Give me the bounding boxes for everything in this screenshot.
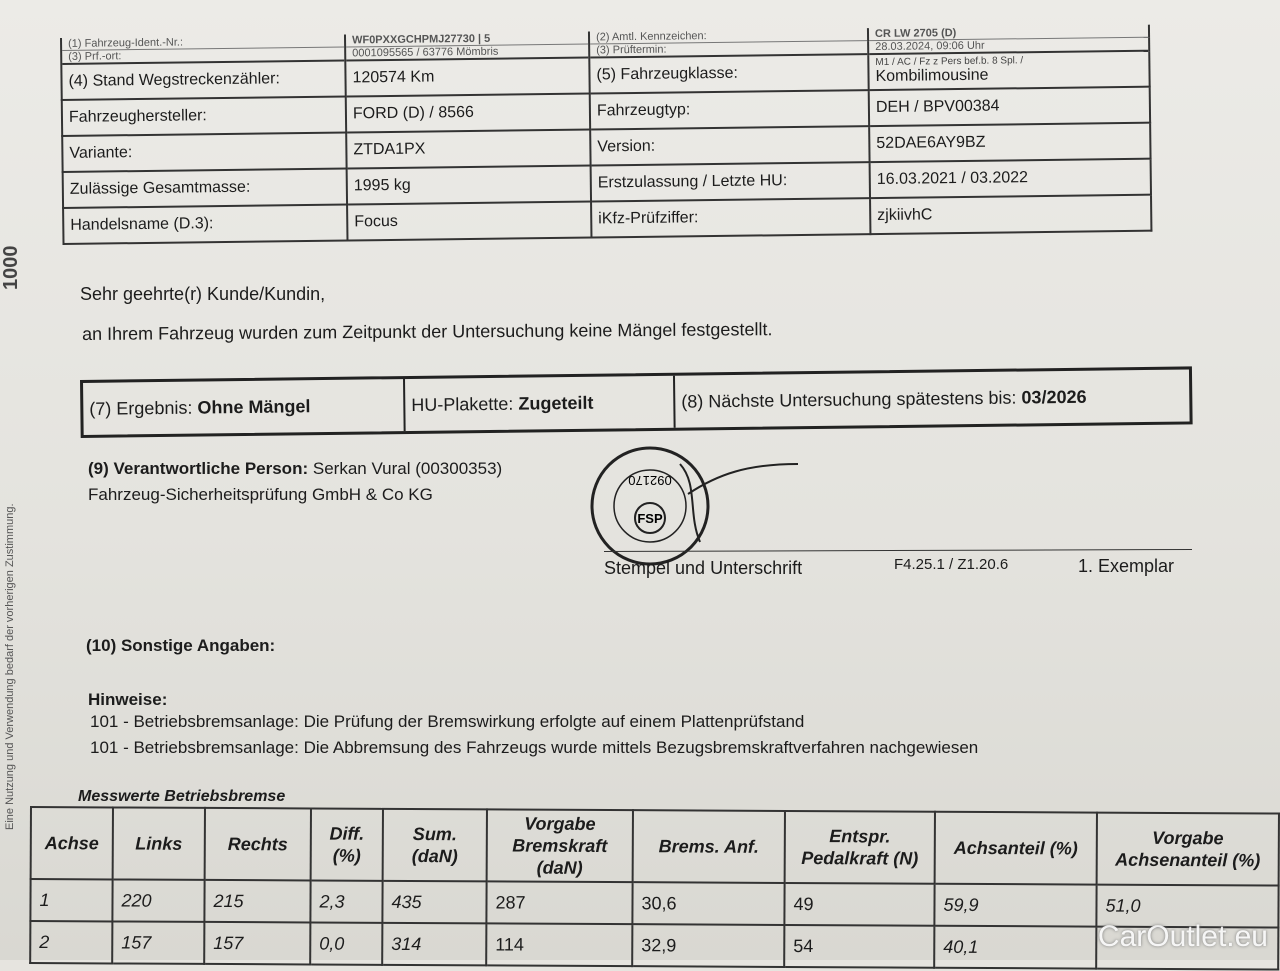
registration-label: Erstzulassung / Letzte HU: [591,162,870,201]
class-label: (5) Fahrzeugklasse: [589,54,868,93]
cell-achsanteil: 59,9 [934,884,1096,927]
vehicle-header-table [60,25,1152,245]
cell-brems-anf: 30,6 [632,882,784,925]
person-name: Serkan Vural (00300353) [312,459,503,478]
col-rechts: Rechts [205,808,311,881]
next-inspection-cell [675,369,1190,427]
class-value [868,51,1149,90]
watermark-logo: CarOutlet.eu [1097,920,1268,953]
manufacturer-value: FORD (D) / 8566 [346,94,590,133]
table-row [30,921,1278,970]
cell-achse: 1 [30,879,112,921]
col-vorgabe-achsanteil: Vorgabe Achsenanteil (%) [1097,813,1279,886]
cell-diff: 0,0 [310,922,382,964]
measurements-title: Messwerte Betriebsbremse [78,788,286,805]
inspection-stamp [588,444,712,568]
checkdigit-value: zjkiivhC [870,195,1151,234]
plakette-label: HU-Plakette: [411,393,514,415]
date-label: (3) Prüftermin: [589,41,868,58]
checkdigit-label: iKfz-Prüfziffer: [591,198,870,237]
variant-value: ZTDA1PX [346,130,590,169]
cell-vorgabe-bremskraft: 287 [486,881,632,924]
cell-rechts: 157 [204,922,310,965]
cell-vorgabe-bremskraft: 114 [486,923,632,966]
result-cell [83,379,406,435]
registration-value: 16.03.2021 / 03.2022 [870,159,1151,198]
next-inspection-label: (8) Nächste Untersuchung spätestens bis: [681,387,1017,412]
type-label: Fahrzeugtyp: [590,90,869,129]
cell-sum: 435 [382,881,486,924]
other-info-heading: (10) Sonstige Angaben: [86,636,276,655]
greeting: Sehr geehrte(r) Kunde/Kundin, [80,284,326,304]
plakette-value: Zugeteilt [518,392,594,414]
notes-heading: Hinweise: [88,690,168,709]
cell-pedalkraft: 54 [784,925,934,968]
class-body: Kombilimousine [875,66,989,86]
tradename-value: Focus [347,202,591,241]
result-label: (7) Ergebnis: [89,397,193,419]
person-company: Fahrzeug-Sicherheitsprüfung GmbH & Co KG [88,485,433,504]
cell-links: 220 [112,879,204,921]
version-value: 52DAE6AY9BZ [869,123,1150,162]
date-value: 28.03.2024, 09:06 Uhr [868,37,1149,54]
place-value: 0001095565 / 63776 Mömbris [345,44,589,60]
variant-label: Variante: [62,133,346,172]
manufacturer-label: Fahrzeughersteller: [62,97,346,136]
person-label: (9) Verantwortliche Person: [88,459,309,478]
side-number: 1000 [0,245,22,290]
cell-vorgabe-achsanteil: 51,0 [1096,885,1278,928]
table-header-row [31,807,1279,886]
col-diff: Diff. (%) [311,808,383,880]
plate-label: (2) Amtl. Kennzeichen: [589,28,868,44]
cell-brems-anf: 32,9 [632,924,784,967]
mass-label: Zulässige Gesamtmasse: [63,169,347,208]
cell-diff: 2,3 [310,880,382,922]
mass-value: 1995 kg [347,166,591,205]
table-row [30,879,1278,928]
note-line-1: 101 - Betriebsbremsanlage: Die Prüfung der Bremswirkung erfolgte auf einem Plattenprüfstand [90,712,805,731]
col-brems-anf: Brems. Anf. [633,810,785,883]
cell-sum: 314 [382,923,486,966]
stamp-number: 092170 [628,473,672,488]
col-vorgabe-bremskraft: Vorgabe Bremskraft (daN) [487,809,633,882]
result-value: Ohne Mängel [197,395,311,418]
inspection-message: an Ihrem Fahrzeug wurden zum Zeitpunkt der Untersuchung keine Mängel festgestellt. [82,319,773,344]
tradename-label: Handelsname (D.3): [63,205,347,244]
cell-links: 157 [112,921,204,963]
cell-achse: 2 [30,921,112,963]
cell-pedalkraft: 49 [784,883,934,926]
result-box [80,366,1193,438]
odometer-label: (4) Stand Wegstreckenzähler: [61,61,345,100]
plakette-cell [405,376,676,431]
side-notice: Eine Nutzung und Verwendung bedarf der vorherigen Zustimmung. [4,503,16,830]
col-pedalkraft: Entspr. Pedalkraft (N) [785,811,935,884]
col-links: Links [113,807,205,879]
next-inspection-value: 03/2026 [1021,386,1087,407]
class-code: M1 / AC / Fz z Pers bef.b. 8 Spl. / [875,55,1024,69]
vin-label: (1) Fahrzeug-Ident.-Nr.: [61,35,345,51]
responsible-person [88,456,502,508]
stamp-logo: FSP [637,511,663,526]
signature-label: Stempel und Unterschrift [604,558,803,578]
plate-value: CR LW 2705 (D) [868,25,1149,41]
odometer-value: 120574 Km [345,58,589,97]
note-line-2: 101 - Betriebsbremsanlage: Die Abbremsung des Fahrzeugs wurde mittels Bezugsbremskraftverfahren nachgewiesen [90,738,979,757]
exemplar-label: 1. Exemplar [1078,556,1175,576]
stamp-outer-ring [592,448,708,564]
col-achsanteil: Achsanteil (%) [935,812,1097,885]
vin-value: WF0PXXGCHPMJ27730 | 5 [345,32,589,47]
brake-measurements-table [29,806,1280,971]
cell-rechts: 215 [204,880,310,923]
version-label: Version: [590,126,869,165]
type-value: DEH / BPV00384 [869,87,1150,126]
form-code: F4.25.1 / Z1.20.6 [894,556,1009,573]
place-label: (3) Prf.-ort: [61,47,345,64]
cell-achsanteil: 40,1 [934,926,1096,969]
col-achse: Achse [31,807,113,879]
col-sum: Sum. (daN) [383,809,487,882]
